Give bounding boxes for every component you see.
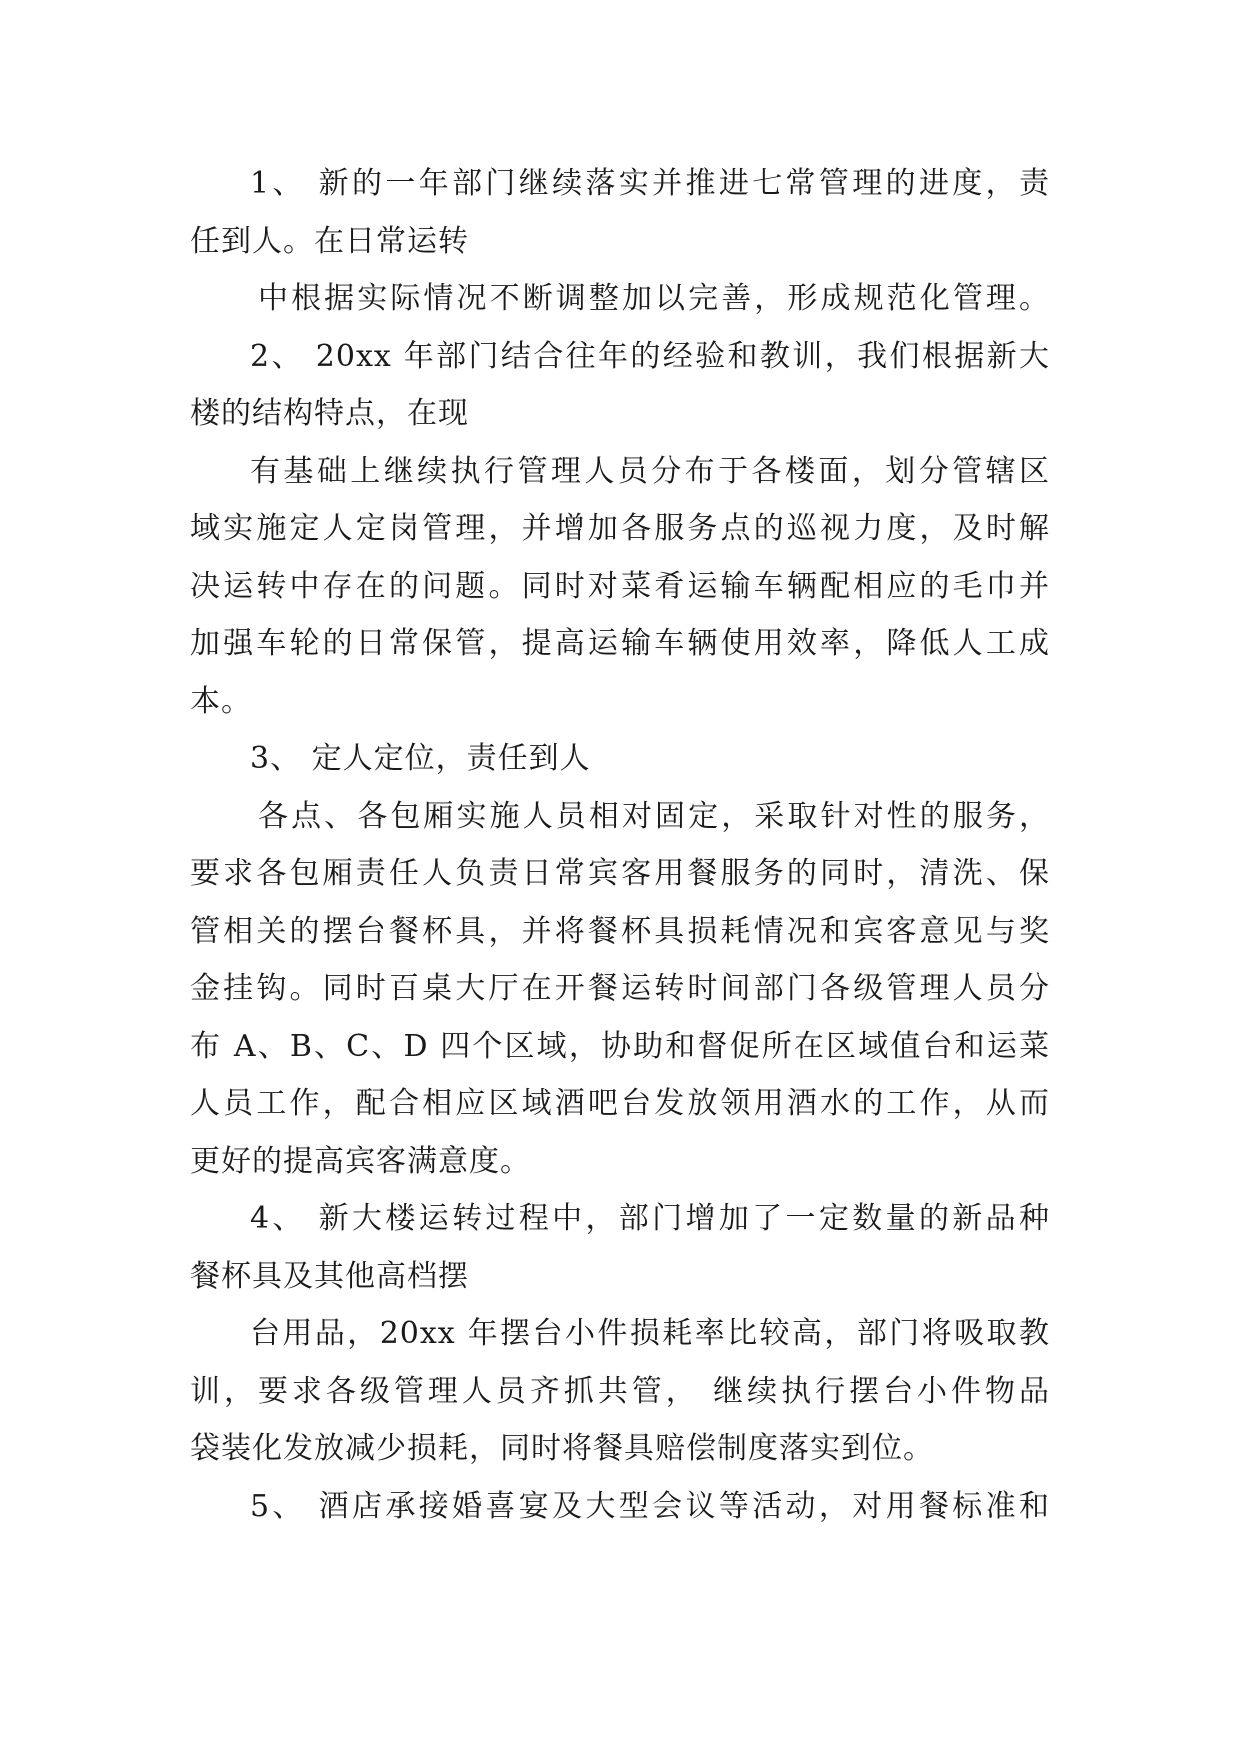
paragraph-2-line-3: 有基础上继续执行管理人员分布于各楼面，划分管辖区 <box>250 453 1050 489</box>
paragraph-3-line-3: 要求各包厢责任人负责日常宾客用餐服务的同时，清洗、保 <box>190 856 1050 891</box>
paragraph-3-line-6: 布 A、B、C、D 四个区域，协助和督促所在区域值台和运菜 <box>190 1028 1050 1064</box>
paragraph-2-line-2: 楼的结构特点，在现 <box>190 396 469 431</box>
paragraph-3-line-2: 各点、各包厢实施人员相对固定，采取针对性的服务， <box>258 798 1050 834</box>
paragraph-3-line-1: 3、 定人定位，责任到人 <box>250 741 591 776</box>
paragraph-4-line-1: 4、 新大楼运转过程中，部门增加了一定数量的新品种 <box>250 1201 1050 1236</box>
document-body <box>190 155 1050 1535</box>
paragraph-1-line-2: 任到人。在日常运转 <box>190 223 469 259</box>
paragraph-2-line-5: 决运转中存在的问题。同时对菜肴运输车辆配相应的毛巾并 <box>190 568 1050 604</box>
paragraph-2-line-4: 域实施定人定岗管理，并增加各服务点的巡视力度，及时解 <box>190 511 1050 546</box>
paragraph-2-line-6: 加强车轮的日常保管，提高运输车辆使用效率，降低人工成 <box>190 626 1050 661</box>
paragraph-3-line-4: 管相关的摆台餐杯具，并将餐杯具损耗情况和宾客意见与奖 <box>190 913 1050 949</box>
paragraph-4-line-4: 训，要求各级管理人员齐抓共管， 继续执行摆台小件物品 <box>190 1373 1050 1409</box>
paragraph-3-line-5: 金挂钩。同时百桌大厅在开餐运转时间部门各级管理人员分 <box>190 971 1050 1006</box>
paragraph-4-line-5: 袋装化发放减少损耗，同时将餐具赔偿制度落实到位。 <box>190 1431 934 1466</box>
paragraph-2-line-1: 2、 20xx 年部门结合往年的经验和教训，我们根据新大 <box>250 338 1050 374</box>
paragraph-5-line-1: 5、 酒店承接婚喜宴及大型会议等活动，对用餐标准和 <box>250 1488 1050 1524</box>
paragraph-2-line-7: 本。 <box>190 683 252 719</box>
paragraph-4-line-2: 餐杯具及其他高档摆 <box>190 1258 469 1294</box>
paragraph-3-line-7: 人员工作，配合相应区域酒吧台发放领用酒水的工作，从而 <box>190 1086 1050 1121</box>
paragraph-4-line-3: 台用品，20xx 年摆台小件损耗率比较高，部门将吸取教 <box>250 1316 1050 1351</box>
paragraph-1-line-1: 1、 新的一年部门继续落实并推进七常管理的进度，责 <box>250 166 1050 201</box>
paragraph-1-line-3: 中根据实际情况不断调整加以完善，形成规范化管理。 <box>258 281 1050 316</box>
paragraph-3-line-8: 更好的提高宾客满意度。 <box>190 1143 531 1179</box>
